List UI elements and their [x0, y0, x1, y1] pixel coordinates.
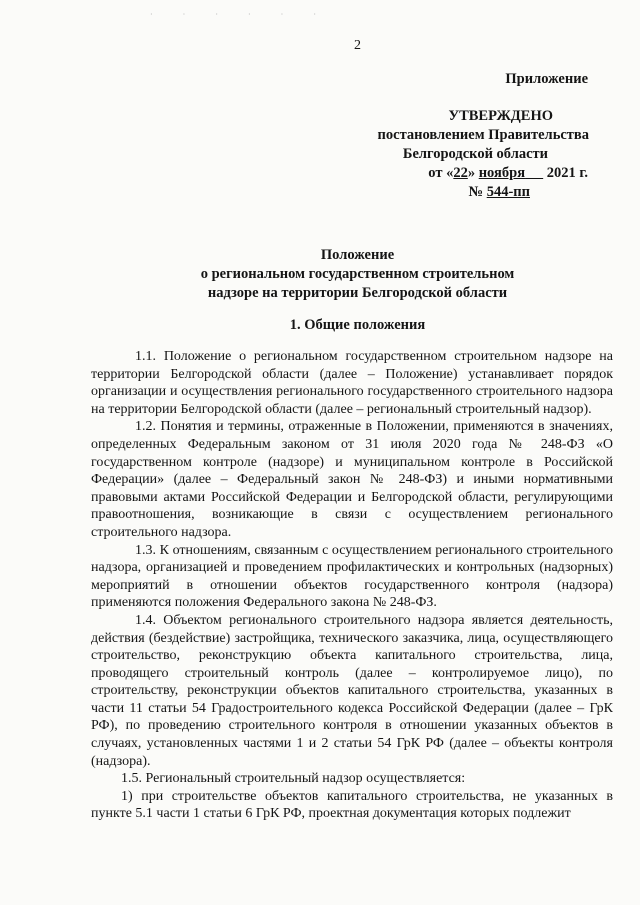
document-title-line-2: о региональном государственном строительном	[200, 266, 515, 282]
date-month: ноября	[478, 165, 526, 181]
approval-line-1: постановлением Правительства	[377, 127, 589, 143]
section-title: 1. Общие положения	[289, 317, 426, 333]
paragraph-1-5-item-1: 1) при строительстве объектов капитального строительства, не указанных в пункте 5.1 части 1 статьи 6 ГрК РФ, проектная документация которых подлежит	[91, 788, 613, 822]
document-title-line-3: надзоре на территории Белгородской области	[207, 285, 508, 301]
appendix-label: Приложение	[505, 71, 588, 87]
approval-date: от «22» ноября 2021 г.	[428, 165, 588, 181]
document-body	[91, 348, 613, 823]
scan-noise: · · · · · ·	[150, 10, 330, 19]
paragraph-1-5: 1.5. Региональный строительный надзор осуществляется:	[121, 771, 466, 787]
paragraph-1-4: 1.4. Объектом регионального строительного надзора является деятельность, действия (бездействие) застройщика, технического заказчика, лица, осуществляющего строительство, реконструкцию объекта капитального строительства, лица, проводящего строительный контроль (далее – контролируемое лицо), по строительству, реконструкции объектов капитального строительства, указанных в части 11 статьи 54 Градостроительного кодекса Российской Федерации (далее – ГрК РФ), по проведению строительного контроля в отношении указанных объектов в случаях, установленных частями 1 и 2 статьи 54 ГрК РФ (далее – объекты контроля (надзора).	[91, 612, 613, 769]
paragraph-1-2: 1.2. Понятия и термины, отраженные в Положении, применяются в значениях, определенных Федеральным законом от 31 июля 2020 года № 248-ФЗ «О государственном контроле (надзоре) и муниципальном контроле в Российской Федерации» (далее – Федеральный закон № 248-ФЗ) и иными нормативными правовыми актами Российской Федерации и Белгородской области, регулирующими правоотношения, возникающие в связи с осуществлением регионального строительного надзора.	[91, 419, 613, 540]
approval-number: № 544-пп	[468, 184, 530, 200]
paragraph-1-3: 1.3. К отношениям, связанным с осуществлением регионального строительного надзора, организацией и проведением профилактических и контрольных (надзорных) мероприятий в отношении объектов государственного контроля (надзора) применяются положения Федерального закона № 248-ФЗ.	[91, 542, 613, 611]
page-number: 2	[354, 38, 361, 53]
number-value: 544-пп	[486, 184, 530, 200]
paragraph-1-1: 1.1. Положение о региональном государственном строительном надзоре на территории Белгородской области (далее – Положение) устанавливает порядок организации и осуществления регионального государственного строительного надзора на территории Белгородской области (далее – региональный строительный надзор).	[91, 349, 613, 417]
approval-line-2: Белгородской области	[402, 146, 548, 162]
approved-label: УТВЕРЖДЕНО	[448, 108, 553, 124]
document-title-line-1: Положение	[320, 247, 395, 263]
document-title	[0, 246, 640, 303]
approval-block	[378, 70, 593, 202]
date-year: 2021 г.	[546, 165, 588, 181]
date-day: 22	[453, 165, 468, 181]
